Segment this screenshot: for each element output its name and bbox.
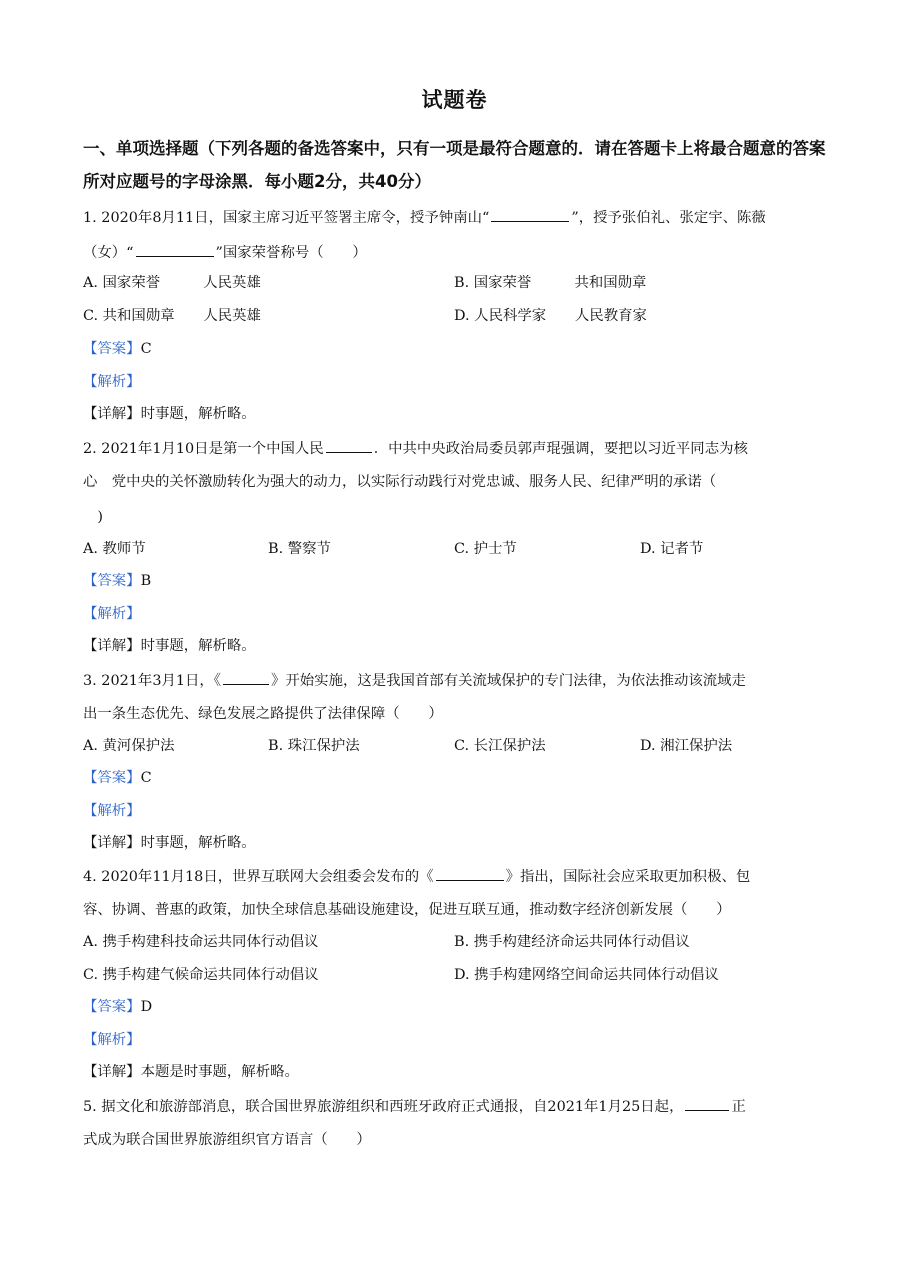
- question-1-line-1: [83, 206, 766, 226]
- answer-blank: [136, 241, 214, 257]
- question-1-analysis: 【解析】: [83, 374, 141, 390]
- question-1-line-2: [83, 241, 367, 261]
- answer-blank: [685, 1095, 729, 1111]
- question-3-analysis: 【解析】: [83, 803, 141, 819]
- question-3-text-b: 》开始实施，这是我国首部有关流域保护的专门法律，为依法推动该流域走: [271, 673, 746, 689]
- question-2-answer: [83, 571, 151, 591]
- question-1-text-c: （女）“: [83, 245, 134, 261]
- question-2-analysis: 【解析】: [83, 606, 141, 622]
- question-3-detail: 【详解】时事题，解析略。: [83, 835, 256, 851]
- question-2-line-1: [83, 437, 748, 457]
- question-1-option-c: C. 共和国勋章 人民英雄: [83, 308, 261, 324]
- question-4-option-d: D. 携手构建网络空间命运共同体行动倡议: [454, 967, 719, 983]
- question-3-text-a: 3. 2021年3月1日，《: [83, 673, 221, 689]
- question-1-option-d: D. 人民科学家 人民教育家: [454, 308, 647, 324]
- question-1-answer: [83, 339, 152, 359]
- question-3-option-b: B. 珠江保护法: [268, 738, 360, 754]
- answer-tag: 【答案】: [83, 770, 141, 786]
- question-1-detail: 【详解】时事题，解析略。: [83, 406, 256, 422]
- answer-blank: [326, 437, 372, 453]
- answer-tag: 【答案】: [83, 573, 141, 589]
- question-5-line-1: [83, 1095, 746, 1115]
- question-4-line-2: 容、协调、普惠的政策，加快全球信息基础设施建设，促进互联互通，推动数字经济创新发展（ ）: [83, 902, 731, 918]
- question-1-text-d: ”国家荣誉称号（ ）: [215, 245, 367, 261]
- section-heading: 一、单项选择题（下列各题的备选答案中，只有一项是最符合题意的．请在答题卡上将最合题意的答案所对应题号的字母涂黑．每小题2分，共40分）: [83, 139, 826, 191]
- question-3-option-c: C. 长江保护法: [454, 738, 546, 754]
- answer-blank: [491, 206, 569, 222]
- answer-tag: 【答案】: [83, 341, 141, 357]
- question-4-option-a: A. 携手构建科技命运共同体行动倡议: [83, 934, 319, 950]
- page-title: 试题卷: [421, 88, 488, 112]
- question-3-option-d: D. 湘江保护法: [640, 738, 733, 754]
- question-5-line-2: 式成为联合国世界旅游组织官方语言（ ）: [83, 1132, 371, 1148]
- question-4-text-a: 4. 2020年11月18日，世界互联网大会组委会发布的《: [83, 869, 434, 885]
- answer-tag: 【答案】: [83, 999, 141, 1015]
- answer-blank: [223, 669, 269, 685]
- question-2-text-a: 2. 2021年1月10日是第一个中国人民: [83, 441, 324, 457]
- question-2-option-c: C. 护士节: [454, 541, 517, 557]
- question-4-detail: 【详解】本题是时事题，解析略。: [83, 1064, 299, 1080]
- question-2-option-a: A. 教师节: [83, 541, 146, 557]
- answer-value: C: [140, 770, 152, 786]
- question-2-option-b: B. 警察节: [268, 541, 331, 557]
- question-1-option-a: A. 国家荣誉 人民英雄: [83, 275, 261, 291]
- question-4-text-b: 》指出，国际社会应采取更加积极、包: [505, 869, 751, 885]
- question-1-option-b: B. 国家荣誉 共和国勋章: [454, 275, 647, 291]
- question-4-answer: [83, 997, 152, 1017]
- question-3-option-a: A. 黄河保护法: [83, 738, 175, 754]
- answer-value: D: [140, 999, 153, 1015]
- question-3-line-1: [83, 669, 746, 689]
- answer-value: B: [140, 573, 152, 589]
- question-2-text-b: ．中共中央政治局委员郭声琨强调，要把以习近平同志为核: [373, 441, 748, 457]
- question-2-detail: 【详解】时事题，解析略。: [83, 638, 256, 654]
- question-3-answer: [83, 768, 152, 788]
- question-5-text-b: 正: [731, 1099, 746, 1115]
- question-4-option-c: C. 携手构建气候命运共同体行动倡议: [83, 967, 319, 983]
- question-5-text-a: 5. 据文化和旅游部消息，联合国世界旅游组织和西班牙政府正式通报，自2021年1月25日起，: [83, 1099, 684, 1115]
- question-4-line-1: [83, 865, 750, 885]
- question-1-text-a: 1. 2020年8月11日，国家主席习近平签署主席令，授予钟南山“: [83, 210, 490, 226]
- question-1-text-b: ”，授予张伯礼、张定宇、陈薇: [571, 210, 766, 226]
- question-2-line-2: 心 党中央的关怀激励转化为强大的动力，以实际行动践行对党忠诚、服务人民、纪律严明的承诺（: [83, 474, 717, 490]
- question-2-line-3: ): [83, 509, 104, 525]
- question-4-option-b: B. 携手构建经济命运共同体行动倡议: [454, 934, 690, 950]
- question-4-analysis: 【解析】: [83, 1032, 141, 1048]
- answer-value: C: [140, 341, 152, 357]
- answer-blank: [436, 865, 504, 881]
- question-2-option-d: D. 记者节: [640, 541, 704, 557]
- question-3-line-2: 出一条生态优先、绿色发展之路提供了法律保障（ ）: [83, 706, 443, 722]
